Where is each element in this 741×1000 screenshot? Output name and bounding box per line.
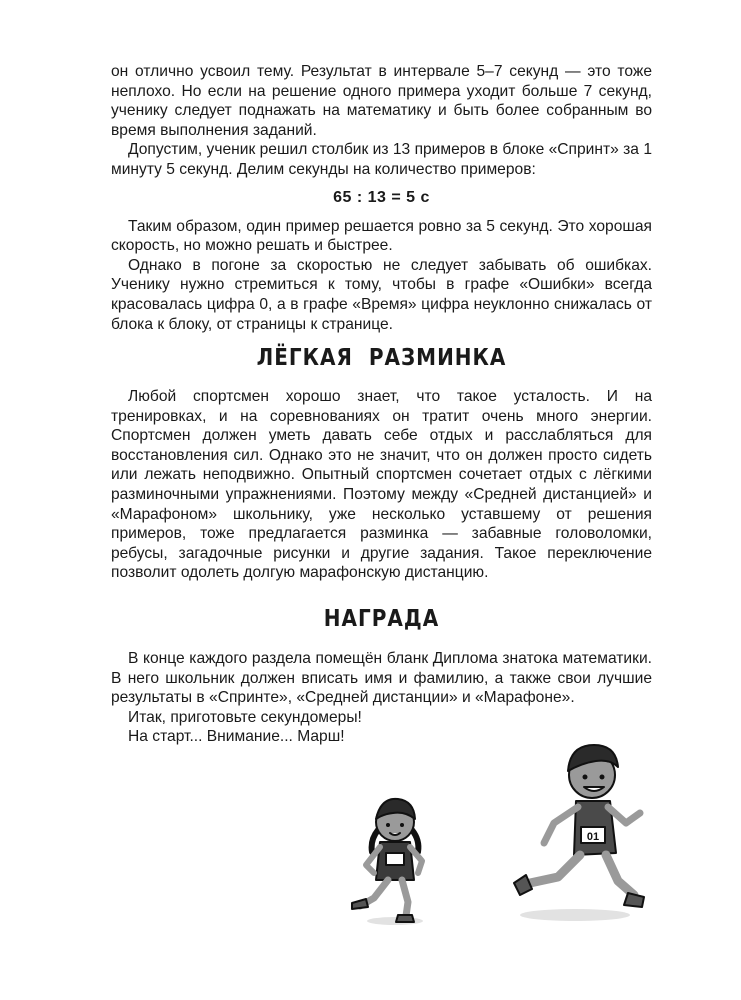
warmup-body [111,387,652,583]
warmup-section [111,345,652,369]
boy-runner-image [514,745,644,921]
warmup-paragraph: Любой спортсмен хорошо знает, что такое усталость. И на тренировках, и на соревнованиях он тратит очень много энергии. Спортсмен должен уметь давать себе отдых и расслабляться для восстановления сил. Однако это не значит, что он должен просто сидеть или лежать неподвижно. Опытный спортсмен сочетает отдых с лёгкими разминочными упражнениями. Поэтому между «Средней дистанцией» и «Марафоном» школьнику, уже несколько уставшему от решения примеров, тоже предлагается разминка — забавные головоломки, ребусы, загадочные рисунки и другие задания. Такое переключение позволит одолеть долгую марафонскую дистанцию. [111,388,652,582]
award-paragraph-2: Итак, приготовьте секундомеры! [128,708,362,726]
award-body [111,649,652,747]
warmup-heading: ЛЁГКАЯ РАЗМИНКА [256,343,507,371]
award-paragraph-3: На старт... Внимание... Марш! [128,728,345,746]
girl-runner-image [352,799,423,925]
intro-paragraph-4: Однако в погоне за скоростью не следует забывать об ошибках. Ученику нужно стремиться к тому, чтобы в графе «Ошибки» всегда красовалась цифра 0, а в графе «Время» цифра неуклонно снижалась от блока к блоку, от страницы к странице. [111,256,652,333]
award-section [111,606,652,630]
award-heading: НАГРАДА [323,604,440,632]
intro-paragraph-3: Таким образом, один пример решается ровно за 5 секунд. Это хорошая скорость, но можно решать и быстрее. [111,217,652,255]
bib-number: 01 [586,831,600,843]
intro-paragraph-2: Допустим, ученик решил столбик из 13 примеров в блоке «Спринт» за 1 минуту 5 секунд. Делим секунды на количество примеров: [111,141,652,178]
intro-paragraph-1: он отлично усвоил тему. Результат в интервале 5–7 секунд — это тоже неплохо. Но если на решение одного примера уходит больше 7 секунд, ученику следует поднажать на математику и быть более собранным во время выполнения заданий. [111,63,652,139]
running-children-illustration [330,735,660,930]
award-paragraph-1: В конце каждого раздела помещён бланк Диплома знатока математики. В него школьник должен вписать имя и фамилию, а также свои лучшие результаты в «Спринте», «Средней дистанции» и «Марафоне». [111,650,652,707]
intro-section [111,62,652,334]
formula: 65 : 13 = 5 с [333,188,430,206]
